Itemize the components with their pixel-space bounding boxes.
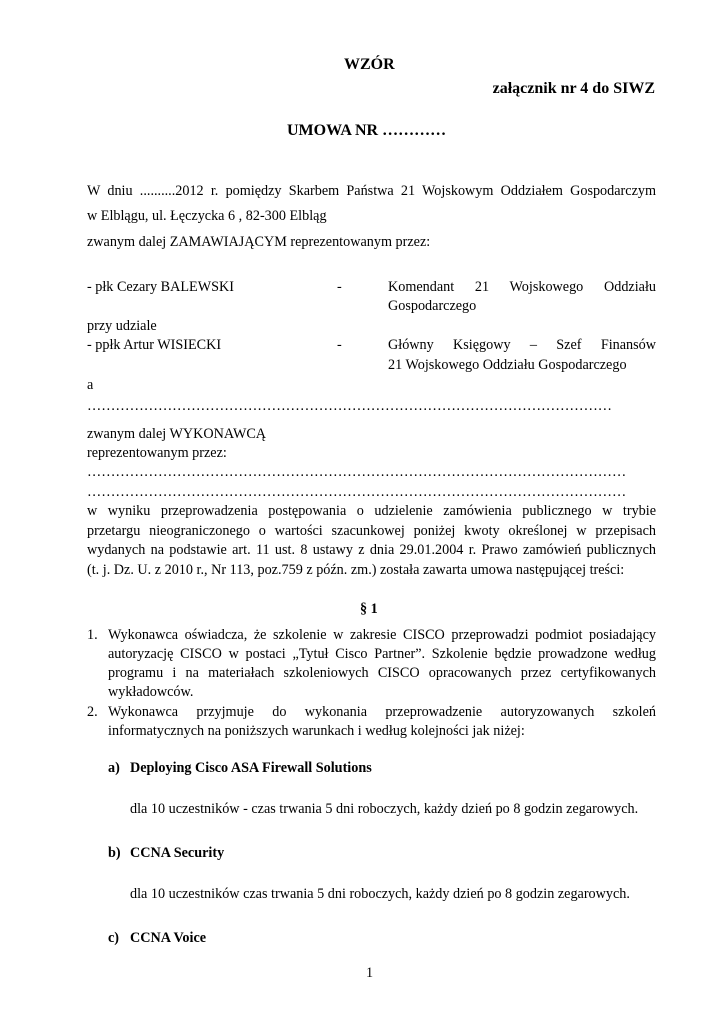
item-1-line-3: programu i na materiałach szkoleniowych CISCO opracowanych przez certyfikowanych: [108, 665, 656, 681]
rep-1-role-line-2: Gospodarczego: [388, 298, 477, 314]
contractor-dots-1: ……………………………………………………………………………………………………: [87, 464, 627, 480]
item-2-number: 2.: [87, 704, 98, 720]
item-1-line-1: Wykonawca oświadcza, że szkolenie w zakresie CISCO przeprowadzi podmiot posiadający: [108, 627, 656, 643]
contract-title: UMOWA NR …………: [287, 122, 447, 139]
attachment-label: załącznik nr 4 do SIWZ: [492, 80, 655, 97]
course-a-letter: a): [108, 760, 120, 776]
contractor-line-1: zwanym dalej WYKONAWCĄ: [87, 426, 267, 442]
course-c-letter: c): [108, 930, 120, 946]
course-a-title: Deploying Cisco ASA Firewall Solutions: [130, 760, 372, 776]
item-1-line-2: autoryzację CISCO w postaci „Tytuł Cisco Partner”. Szkolenie będzie prowadzone według: [108, 646, 656, 662]
intro-line-1: W dniu ..........2012 r. pomiędzy Skarbem Państwa 21 Wojskowym Oddziałem Gospodarczym: [87, 183, 656, 199]
rep-2-dash: -: [337, 337, 342, 353]
course-b-title: CCNA Security: [130, 845, 225, 861]
rep-2-role-line-1: Główny Księgowy – Szef Finansów: [388, 337, 656, 353]
intro-line-2: w Elblągu, ul. Łęczycka 6 , 82-300 Elbląg: [87, 208, 327, 224]
section-1-heading: § 1: [360, 601, 378, 617]
dots-line-1: …………………………………………………………………………………………………: [87, 398, 612, 414]
intro-line-3: zwanym dalej ZAMAWIAJĄCYM reprezentowanym przez:: [87, 234, 431, 250]
item-2-line-1: Wykonawca przyjmuje do wykonania przeprowadzenie autoryzowanych szkoleń: [108, 704, 656, 720]
course-a-details: dla 10 uczestników - czas trwania 5 dni roboczych, każdy dzień po 8 godzin zegarowych.: [130, 801, 639, 817]
item-2-line-2: informatycznych na poniższych warunkach i według kolejności jak niżej:: [108, 723, 525, 739]
procedure-line-3: wydanych na podstawie art. 11 ust. 8 ustawy z dnia 29.01.2004 r. Prawo zamówień publicznych: [87, 542, 656, 558]
course-b-details: dla 10 uczestników czas trwania 5 dni roboczych, każdy dzień po 8 godzin zegarowych.: [130, 886, 630, 902]
and-label: a: [87, 377, 94, 393]
course-b-letter: b): [108, 845, 121, 861]
item-1-line-4: wykładowców.: [108, 684, 194, 700]
item-1-number: 1.: [87, 627, 98, 643]
course-c-title: CCNA Voice: [130, 930, 207, 946]
wzor-label: WZÓR: [344, 56, 395, 73]
przy-udziale: przy udziale: [87, 318, 157, 334]
rep-1-name: - płk Cezary BALEWSKI: [87, 279, 234, 295]
procedure-line-4: (t. j. Dz. U. z 2010 r., Nr 113, poz.759 z późn. zm.) została zawarta umowa następującej treści:: [87, 562, 625, 578]
contractor-dots-2: ……………………………………………………………………………………………………: [87, 484, 627, 500]
page-number: 1: [366, 965, 374, 981]
rep-1-dash: -: [337, 279, 342, 295]
procedure-line-2: przetargu nieograniczonego o wartości szacunkowej poniżej kwoty określonej w przepisach: [87, 523, 656, 539]
rep-2-name: - ppłk Artur WISIECKI: [87, 337, 222, 353]
procedure-line-1: w wyniku przeprowadzenia postępowania o udzielenie zamówienia publicznego w trybie: [87, 503, 656, 519]
rep-1-role-line-1: Komendant 21 Wojskowego Oddziału: [388, 279, 656, 295]
rep-2-role-line-2: 21 Wojskowego Oddziału Gospodarczego: [388, 357, 627, 373]
contractor-line-2: reprezentowanym przez:: [87, 445, 227, 461]
